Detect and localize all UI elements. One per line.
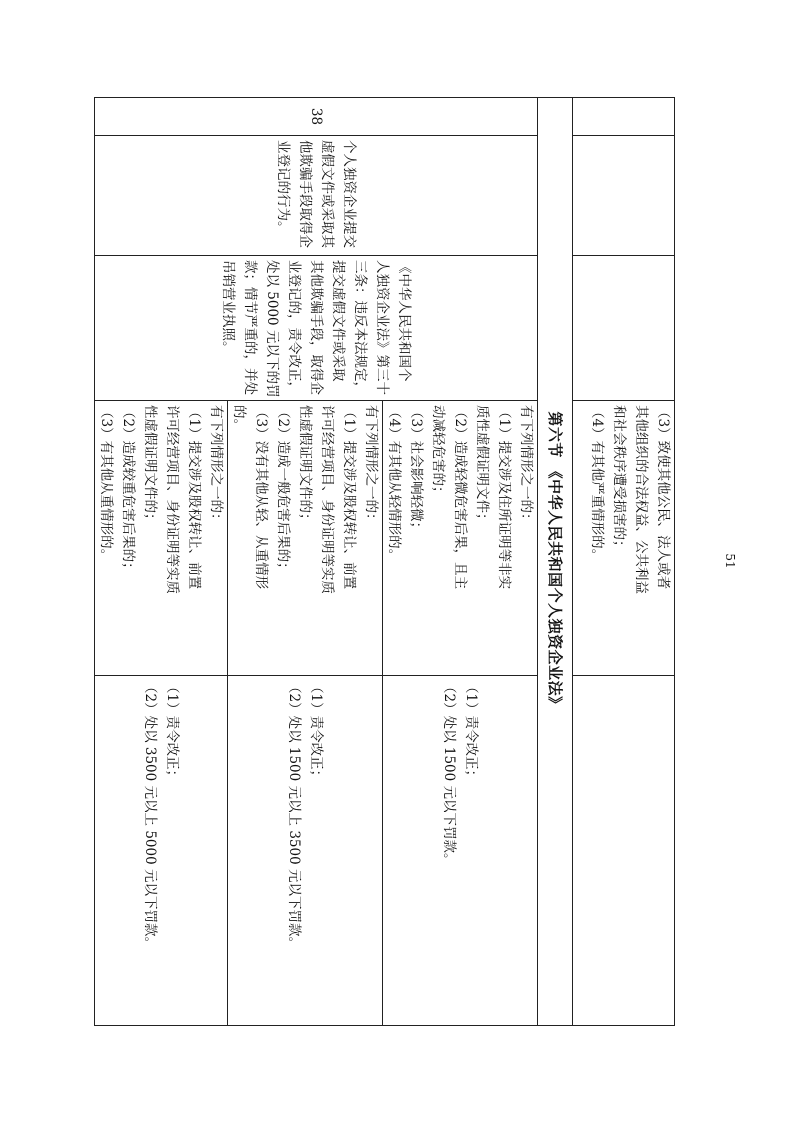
condition-line: （2）造成较重危害后果的； — [120, 405, 136, 576]
table-row-continued — [573, 98, 675, 1026]
legal-basis-line: 三条：违反本法规定， — [352, 260, 368, 395]
condition-line: 许可经营项目、身份证明等实质 — [319, 405, 335, 594]
rotated-page-region — [98, 97, 675, 1025]
condition-line: 其他组织的合法权益、公共利益 — [633, 405, 649, 594]
violation-line: 他欺骗手段取得企 — [297, 140, 313, 248]
penalty-line: （2）处以 1500 元以上 3500 元以下罚款。 — [286, 680, 302, 950]
condition-line: 许可经营项目、身份证明等实质 — [164, 405, 180, 594]
section-header-row — [538, 98, 573, 1026]
violation-line: 虚假文件或采取其 — [319, 140, 335, 248]
legal-basis-cell-empty — [573, 256, 675, 401]
tier-3-conditions — [95, 401, 228, 676]
conditions-cell-continued — [573, 401, 675, 676]
condition-line: （3）有其他从重情形的。 — [98, 405, 114, 563]
violation-cell-empty — [573, 136, 675, 256]
legal-basis-line: 款；情节严重的，并处 — [242, 260, 258, 395]
condition-line: 性虚假证明文件的； — [297, 405, 313, 527]
page-number: 51 — [723, 553, 737, 569]
violation-line: 个人独资企业提交 — [341, 140, 357, 248]
number-cell-empty — [573, 98, 675, 136]
tier-3-penalty — [95, 676, 228, 1026]
item-number: 38 — [95, 98, 538, 136]
legal-basis-line: 其他欺骗手段，取得企 — [308, 260, 324, 395]
tier-1-penalty — [383, 676, 538, 1026]
penalty-line: （2）处以 3500 元以上 5000 元以下罚款。 — [142, 680, 158, 950]
condition-line: （3）致使其他公民、法人或者 — [655, 405, 671, 590]
penalty-table-container — [98, 97, 675, 1025]
penalty-line: （1）责令改正； — [308, 680, 324, 784]
condition-line: （3）社会影响轻微； — [408, 405, 424, 536]
condition-line: 有下列情形之一的： — [208, 405, 224, 527]
condition-line: （2）造成一般危害后果的； — [275, 405, 291, 576]
condition-line: （1）提交涉及住所证明等非实 — [496, 405, 512, 590]
condition-line: （3）没有其他从轻、从重情形 — [253, 405, 269, 590]
legal-basis-cell — [95, 256, 538, 401]
violation-line: 业登记的行为。 — [275, 140, 291, 235]
condition-line: 和社会秩序遭受损害的； — [611, 405, 627, 554]
legal-basis-line: 业登记的，责令改正， — [286, 260, 302, 395]
penalty-table — [94, 97, 675, 1026]
condition-line: 的。 — [231, 405, 247, 432]
penalty-line: （1）责令改正； — [463, 680, 479, 784]
penalty-line: （1）责令改正； — [164, 680, 180, 784]
legal-basis-line: 处以 5000 元以下的罚 — [264, 260, 280, 398]
tier-1-conditions — [383, 401, 538, 676]
tier-2-conditions — [228, 401, 383, 676]
condition-line: （2）造成轻微危害后果，且主 — [452, 405, 468, 590]
condition-line: （1）提交涉及股权转让、前置 — [186, 405, 202, 590]
legal-basis-line: 《中华人民共和国个 — [396, 260, 412, 382]
condition-line: 动减轻危害的； — [430, 405, 446, 500]
tier-2-penalty — [228, 676, 383, 1026]
condition-line: （1）提交涉及股权转让、前置 — [341, 405, 357, 590]
condition-line: 质性虚假证明文件； — [474, 405, 490, 527]
violation-cell — [95, 136, 538, 256]
section-title: 第六节 《中华人民共和国个人独资企业法》 — [538, 98, 573, 1026]
legal-basis-line: 吊销营业执照。 — [220, 260, 236, 355]
condition-line: 有下列情形之一的： — [518, 405, 534, 527]
table-row — [383, 98, 538, 1026]
condition-line: 性虚假证明文件的； — [142, 405, 158, 527]
condition-line: （4）有其他从轻情形的。 — [386, 405, 402, 563]
penalty-cell-empty — [573, 676, 675, 1026]
legal-basis-line: 提交虚假文件或采取 — [330, 260, 346, 382]
condition-line: （4）有其他严重情形的。 — [589, 405, 605, 563]
legal-basis-line: 人独资企业法》第三十 — [374, 260, 390, 395]
condition-line: 有下列情形之一的： — [363, 405, 379, 527]
penalty-line: （2）处以 1500 元以下罚款。 — [441, 680, 457, 867]
